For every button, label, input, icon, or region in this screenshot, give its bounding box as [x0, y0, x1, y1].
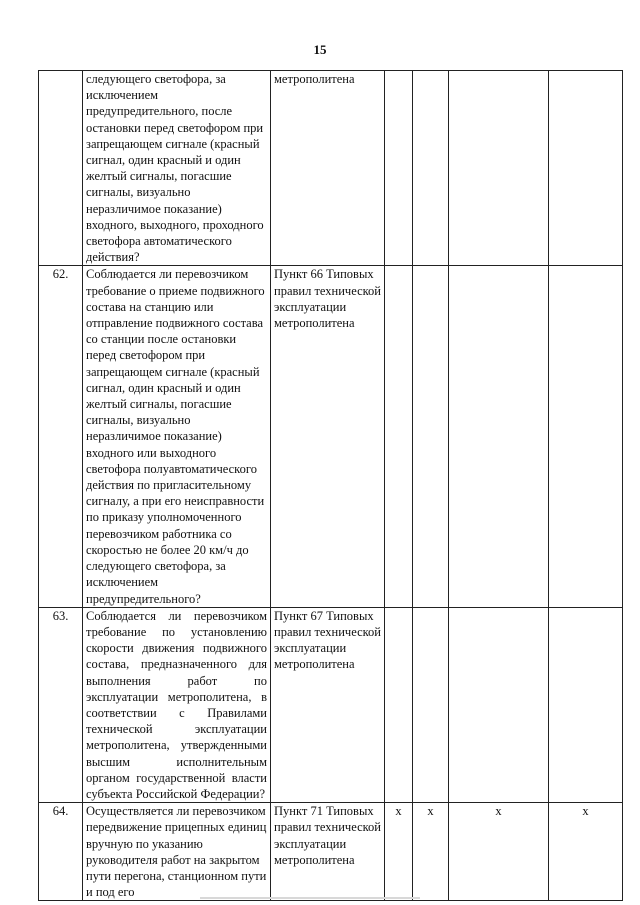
answer-cell-d	[549, 266, 623, 607]
question-text: следующего светофора, за исключением предупредительного, после остановки перед светофором при запрещающем сигнале (красный сигнал, один красный и один желтый сигналы, погасшие сигналы, визуально неразличимое показание) входного, выходного, проходного светофора автоматического действия?	[83, 71, 271, 266]
answer-cell-a	[385, 71, 413, 266]
row-number: 63.	[39, 607, 83, 802]
table-row	[39, 803, 623, 901]
answer-cell-c: x	[449, 803, 549, 901]
legal-reference: Пункт 71 Типовых правил технической эксплуатации метрополитена	[271, 803, 385, 901]
row-number	[39, 71, 83, 266]
question-text: Осуществляется ли перевозчиком передвижение прицепных единиц вручную по указанию руководителя работ на закрытом пути перегона, станционном пути и под его	[83, 803, 271, 901]
legal-reference: Пункт 67 Типовых правил технической эксплуатации метрополитена	[271, 607, 385, 802]
checklist-table	[38, 70, 623, 901]
answer-cell-b: x	[413, 803, 449, 901]
answer-cell-c	[449, 266, 549, 607]
question-text: Соблюдается ли перевозчиком требование по установлению скорости движения подвижного состава, предназначенного для выполнения работ по эксплуатации метрополитена, в соответствии с Правилами технической эксплуатации метрополитена, утвержденными высшим исполнительным органом государственной власти субъекта Российской Федерации?	[83, 607, 271, 802]
table-row	[39, 71, 623, 266]
answer-cell-d: x	[549, 803, 623, 901]
page-number: 15	[313, 42, 327, 57]
answer-cell-a: x	[385, 803, 413, 901]
answer-cell-d	[549, 71, 623, 266]
answer-cell-b	[413, 71, 449, 266]
answer-cell-d	[549, 607, 623, 802]
answer-cell-c	[449, 71, 549, 266]
question-text: Соблюдается ли перевозчиком требование о приеме подвижного состава на станцию или отправление подвижного состава со станции после остановки перед светофором при запрещающем сигнале (красный сигнал, один красный и один желтый сигналы, погасшие сигналы, визуально неразличимое показание) входного или выходного светофора полуавтоматического действия по пригласительному сигналу, а при его неисправности по приказу уполномоченного перевозчиком работника со скоростью не более 20 км/ч до следующего светофора, за исключением предупредительного?	[83, 266, 271, 607]
row-number: 62.	[39, 266, 83, 607]
answer-cell-c	[449, 607, 549, 802]
answer-cell-a	[385, 266, 413, 607]
answer-cell-a	[385, 607, 413, 802]
answer-cell-b	[413, 266, 449, 607]
legal-reference: метрополитена	[271, 71, 385, 266]
legal-reference: Пункт 66 Типовых правил технической эксплуатации метрополитена	[271, 266, 385, 607]
row-number: 64.	[39, 803, 83, 901]
scan-edge-line	[200, 897, 420, 899]
table-row	[39, 607, 623, 802]
table-row	[39, 266, 623, 607]
answer-cell-b	[413, 607, 449, 802]
